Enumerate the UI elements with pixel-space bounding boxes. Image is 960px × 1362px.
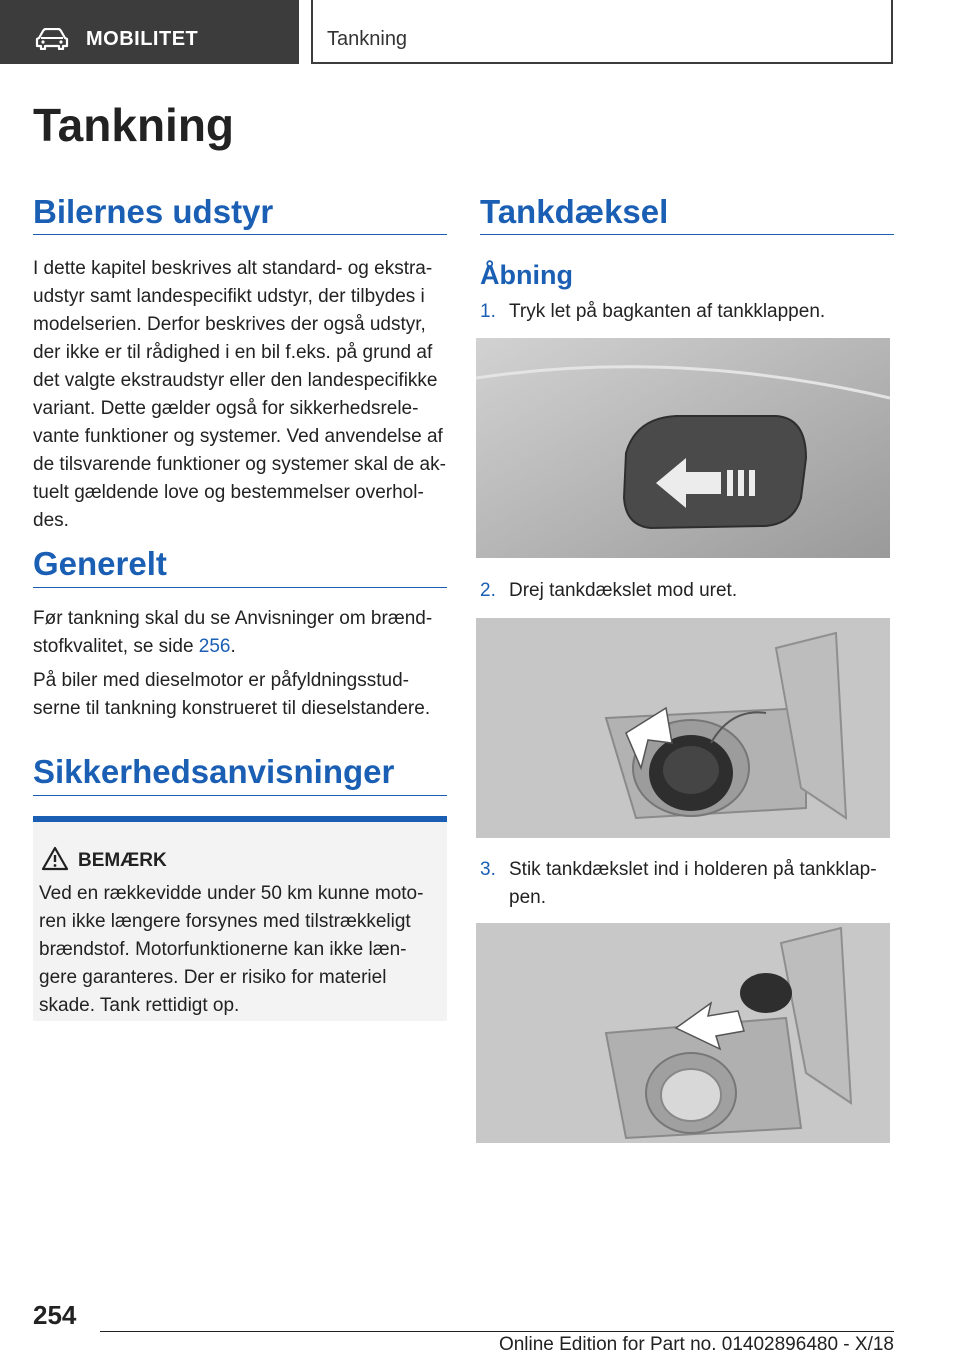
heading-fuel-cap: Tankdæksel — [480, 193, 894, 235]
equipment-text: I dette kapitel beskrives alt standard- og ekstra-udstyr samt landespecifikt udstyr, der tilbydes i modelserien. Derfor beskrives der også udstyr, der ikke er til rådighed i en bil f.eks. på grund af det valgte ekstraudstyr eller den landespecifikke variant. Dette gælder også for sikkerhedsrele-vante funktioner og systemer. Ved anvendelse af de tilsvarende funktioner og systemer skal de ak-tuelt gældende love og bestemmelser overhol-des. — [33, 258, 446, 531]
car-icon — [35, 28, 69, 50]
step-number: 1. — [480, 301, 496, 322]
heading-safety: Sikkerhedsanvisninger — [33, 753, 447, 796]
note-box — [33, 816, 447, 1021]
step-number: 2. — [480, 580, 496, 601]
fuel-cap-holder-illustration — [476, 923, 890, 1143]
step-text: Stik tankdækslet ind i holderen på tankklap-pen. — [509, 859, 877, 908]
step-text: Drej tankdækslet mod uret. — [509, 580, 738, 601]
page-topic: Tankning — [327, 28, 408, 50]
heading-general: Generelt — [33, 545, 447, 588]
footer-edition: Online Edition for Part no. 01402896480 - X/18 — [498, 1334, 894, 1355]
page-title: Tankning — [33, 99, 235, 151]
step-number: 3. — [480, 859, 496, 880]
figure-fuel-flap-press — [476, 338, 890, 558]
general-text-2: På biler med dieselmotor er påfyldningsstud-serne til tankning konstrueret til dieselstandere. — [33, 670, 431, 719]
fuel-cap-turn-illustration — [476, 618, 890, 838]
page-reference-link[interactable]: 256 — [198, 636, 231, 657]
note-title: BEMÆRK — [78, 850, 167, 871]
subheading-opening: Åbning — [480, 260, 573, 290]
figure-fuel-cap-turn — [476, 618, 890, 838]
page-number: 254 — [33, 1300, 77, 1330]
general-text-1-before: Før tankning skal du se Anvisninger om brænd-stofkvalitet, se side — [33, 608, 433, 657]
header-section-tab — [0, 0, 299, 64]
general-text-1 — [33, 605, 449, 661]
warning-icon — [41, 846, 69, 871]
general-text-1-after: . — [230, 636, 236, 657]
header-topic-box — [311, 0, 893, 64]
heading-equipment: Bilernes udstyr — [33, 193, 447, 235]
note-text: Ved en rækkevidde under 50 km kunne moto-ren ikke længere forsynes med tilstrækkeligt brændstof. Motorfunktionerne kan ikke læn-gere garanteres. Der er risiko for materiel skade. Tank rettidigt op. — [39, 883, 424, 1016]
step-text: Tryk let på bagkanten af tankklappen. — [509, 301, 826, 322]
section-label: MOBILITET — [86, 28, 199, 50]
figure-fuel-cap-holder — [476, 923, 890, 1143]
fuel-flap-press-illustration — [476, 338, 890, 558]
footer-divider — [100, 1331, 894, 1332]
